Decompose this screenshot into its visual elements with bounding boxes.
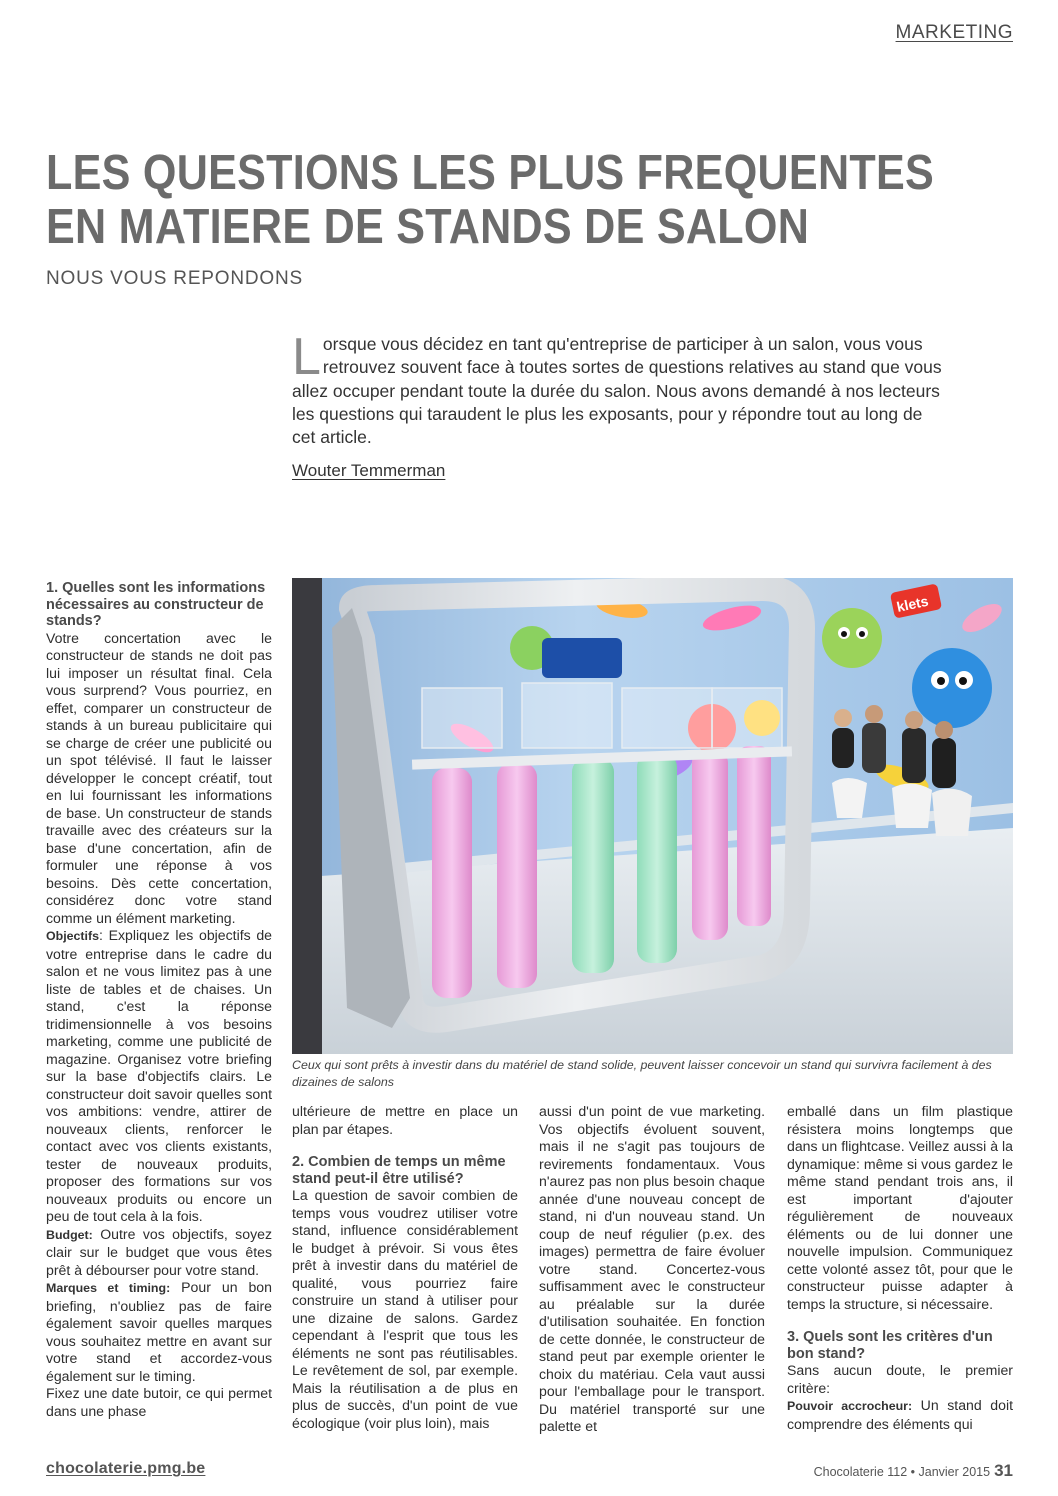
photo-caption: Ceux qui sont prêts à investir dans du matériel de stand solide, peuvent laisser concevoir un stand qui survivra facilement à des dizaines de salons: [292, 1058, 992, 1089]
column-4-paragraph-1: emballé dans un film plastique résistera moins longtemps que dans un flightcase. Veillez aussi à la dynamique: même si vous gardez le même stand pendant trois ans, il est important d'ajouter régulièrement de nouveaux éléments ou de lui donner une nouvelle impulsion. Communiquez cette volonté assez tôt, pour que le constructeur puisse adapter à temps la structure, si nécessaire.: [787, 1103, 1013, 1312]
column-4-paragraph-2: Sans aucun doute, le premier critère:: [787, 1362, 1013, 1396]
page-number: 31: [994, 1461, 1013, 1480]
column-3-paragraph-1: aussi d'un point de vue marketing. Vos objectifs évoluent souvent, mais il ne s'agit pas toujours de revirements fondamentaux. Vous n'aurez pas non plus besoin chaque année d'une nouveau concept de stand, ni d'un nouveau stand. Un coup de neuf régulier (p.ex. des images) permettra de faire évoluer votre stand. Concertez-vous suffisamment avec le constructeur au préalable sur la durée d'utilisation souhaitée. En fonction de cette donnée, le constructeur de stand peut par exemple orienter le choix du matériau. Cela vaut aussi pour l'emballage pour le transport. Du matériel transporté sur une palette et: [539, 1103, 765, 1434]
column-2-continuation: ultérieure de mettre en place un plan par étapes.: [292, 1103, 518, 1137]
marques-label: Marques et timing:: [46, 1281, 171, 1295]
byline[interactable]: Wouter Temmerman: [292, 461, 446, 480]
objectifs-paragraph: [46, 927, 272, 1226]
budget-label: Budget:: [46, 1227, 93, 1242]
drop-cap: L: [292, 328, 321, 386]
pouvoir-label: Pouvoir accrocheur:: [787, 1399, 913, 1413]
pouvoir-paragraph: [787, 1397, 1013, 1433]
question-1-heading: 1. Quelles sont les informations nécessaires au constructeur de stands?: [46, 580, 266, 629]
subhead: NOUS VOUS REPONDONS: [46, 268, 303, 289]
objectifs-label: Objectifs: [46, 929, 100, 943]
banner-logo: klets: [895, 592, 930, 615]
budget-text: Outre vos objectifs, soyez clair sur le budget que vous êtes prêt à débourser pour votre stand.: [46, 1225, 272, 1278]
pouvoir-text: Un stand doit comprendre des éléments qui: [787, 1397, 1013, 1432]
column-1-last-paragraph: Fixez une date butoir, ce qui permet dans une phase: [46, 1385, 272, 1419]
column-3: [539, 1103, 765, 1436]
marques-paragraph: [46, 1279, 272, 1385]
question-2-heading: 2. Combien de temps un même stand peut-il être utilisé?: [292, 1154, 506, 1187]
footer-issue: [814, 1461, 1013, 1481]
headline-line-1: LES QUESTIONS LES PLUS FREQUENTES: [46, 146, 935, 200]
column-1-paragraph-1: Votre concertation avec le constructeur de stands ne doit pas lui imposer un résultat final. Cela vous surprend? Vous pourriez, en effet, comparer un constructeur de stands à un bureau publicitaire qui se charge de créer une publicité ou un spot télévisé. Il faut le laisser développer le concept créatif, tout en lui fournissant les informations de base. Un constructeur de stands travaille avec des créateurs sur la base d'une concertation, afin de formuler une réponse à vos besoins. Dès cette concertation, considérez donc votre stand comme un élément marketing.: [46, 629, 272, 926]
stand-photo: [292, 578, 1013, 1054]
intro-paragraph: [292, 328, 942, 449]
headline-line-2: EN MATIERE DE STANDS DE SALON: [46, 200, 810, 254]
marques-text: Pour un bon briefing, n'oubliez pas de faire également savoir quelles marques vous souhaitez mettre en avant sur votre stand et accordez-vous également sur le timing.: [46, 1279, 272, 1384]
column-4: [787, 1103, 1013, 1433]
footer-issue-text: Chocolaterie 112 • Janvier 2015: [813, 1465, 991, 1479]
headline: [46, 146, 935, 254]
column-2: [292, 1103, 518, 1432]
section-tag[interactable]: MARKETING: [895, 22, 1013, 43]
column-2-paragraph-1: La question de savoir combien de temps vous voudrez utiliser votre stand, influence considérablement le budget à prévoir. Si vous êtes prêt à investir dans du matériel de qualité, vous pourriez faire construire un stand à utiliser pour une dizaine de salons. Gardez cependant à l'esprit que tous les éléments ne sont pas réutilisables. Le revêtement de sol, par exemple. Mais la réutilisation a de plus en plus de succès, d'un point de vue écologique (voir plus loin), mais: [292, 1187, 518, 1431]
budget-paragraph: [46, 1226, 272, 1280]
question-3-heading: 3. Quels sont les critères d'un bon stand?: [787, 1329, 993, 1362]
column-1: [46, 580, 272, 1420]
footer-website-link[interactable]: chocolaterie.pmg.be: [46, 1460, 206, 1477]
intro-text: orsque vous décidez en tant qu'entreprise de participer à un salon, vous vous retrouvez souvent face à toutes sortes de questions relatives au stand que vous allez occuper pendant toute la durée du salon. Nous avons demandé à nos lecteurs les questions qui taraudent le plus les exposants, pour y répondre tout au long de cet article.: [292, 334, 942, 448]
objectifs-text: : Expliquez les objectifs de votre entreprise dans le cadre du salon et ne vous limitez pas à une liste de tables et de chaises. Un stand, c'est la réponse tridimensionnelle à vos besoins marketing, comme une publicité de magazine. Organisez votre briefing sur la base d'objectifs clairs. Le constructeur doit savoir quelles sont vos ambitions: vendre, attirer de nouveaux clients, renforcer le contact avec vos clients existants, tester de nouveaux produits, proposer des formations sur vos nouveaux produits ou encore un peu de tout cela à la fois.: [46, 927, 272, 1224]
